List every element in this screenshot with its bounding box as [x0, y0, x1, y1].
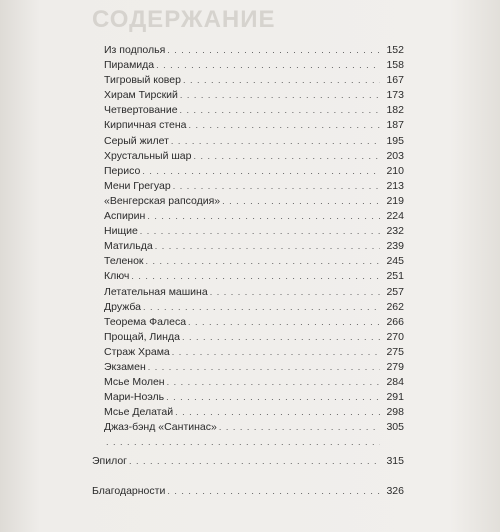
- toc-entry-title: Перисо: [104, 164, 141, 177]
- toc-entry: [104, 269, 404, 284]
- toc-entry-title: Страж Храма: [104, 345, 170, 358]
- toc-entry-page: 158: [386, 59, 404, 72]
- toc-entry-title: Мсье Делатай: [104, 406, 174, 419]
- toc-entry: [104, 330, 404, 345]
- toc-epilogue: [92, 454, 404, 469]
- toc-entry-page: 232: [386, 225, 404, 238]
- toc-entry-title: Теорема Фалеса: [104, 315, 187, 328]
- toc-leader-dots: [219, 420, 380, 435]
- toc-entry-page: 224: [386, 210, 404, 223]
- toc-entry: [104, 103, 404, 118]
- toc-entry-page: 195: [386, 134, 404, 147]
- toc-entry: [104, 88, 404, 103]
- toc-leader-dots: [189, 118, 380, 133]
- toc-entry-page: 315: [386, 455, 404, 467]
- toc-leader-dots: [147, 209, 380, 224]
- toc-entry: [104, 43, 404, 58]
- toc-entry-title: Тигровый ковер: [104, 74, 181, 87]
- toc-entry-page: 270: [386, 330, 404, 343]
- toc-entry-page: 279: [386, 360, 404, 373]
- toc-entry: [104, 194, 404, 209]
- toc-entry-page: 182: [386, 104, 404, 117]
- toc-leader-dots: [156, 58, 380, 73]
- toc-leader-dots: [183, 73, 380, 88]
- toc-leader-dots: [140, 224, 380, 239]
- toc-entry-title: Серый жилет: [104, 134, 169, 147]
- toc-entry: [104, 73, 404, 88]
- toc-leader-dots: [210, 285, 380, 300]
- toc-leader-dots: [173, 179, 380, 194]
- toc-list: [104, 43, 404, 451]
- toc-leader-dots: [166, 390, 380, 405]
- toc-leader-dots: [180, 88, 380, 103]
- toc-entry-page: 173: [386, 89, 404, 102]
- toc-entry-title: Мари-Ноэль: [104, 391, 165, 404]
- toc-leader-dots: [131, 269, 380, 284]
- toc-leader-dots: [175, 405, 380, 420]
- toc-entry-page: 239: [386, 240, 404, 253]
- toc-acknowledgements: [92, 484, 404, 499]
- toc-entry-page: 187: [386, 119, 404, 132]
- toc-entry-title: Мсье Молен: [104, 376, 165, 389]
- toc-leader-dots: [182, 330, 380, 345]
- toc-entry: [104, 300, 404, 315]
- toc-entry: [104, 345, 404, 360]
- toc-entry-page: 305: [386, 421, 404, 434]
- toc-entry-title: Из подполья: [104, 44, 166, 56]
- toc-entry-page: 298: [386, 406, 404, 419]
- toc-leader-dots: [167, 375, 380, 390]
- toc-entry-title: «Венгерская рапсодия»: [104, 194, 221, 207]
- toc-entry-title: Прощай, Линда: [104, 330, 180, 343]
- toc-leader-dots: [155, 239, 380, 254]
- toc-leader-dots: [193, 149, 380, 164]
- toc-entry-title: Экзамен: [104, 360, 146, 373]
- toc-entry-page: 167: [386, 74, 404, 87]
- toc-entry: [104, 315, 404, 330]
- toc-entry-title: Хирам Тирский: [104, 89, 178, 102]
- toc-entry: [104, 179, 404, 194]
- toc-leader-dots: [146, 254, 380, 269]
- toc-entry: [104, 209, 404, 224]
- toc-entry-title: Хрустальный шар: [104, 149, 192, 162]
- toc-entry: [104, 118, 404, 133]
- toc-entry: [104, 435, 404, 450]
- toc-entry: [104, 149, 404, 164]
- toc-leader-dots: [188, 315, 380, 330]
- toc-entry: [104, 285, 404, 300]
- toc-entry: [104, 375, 404, 390]
- toc-entry-title: Матильда: [104, 240, 153, 253]
- toc-entry-title: Нищие: [104, 225, 138, 238]
- toc-leader-dots: [172, 345, 380, 360]
- toc-leader-dots: [180, 103, 380, 118]
- toc-entry-page: 291: [386, 391, 404, 404]
- toc-entry-page: 326: [386, 485, 404, 497]
- toc-entry-title: Дружба: [104, 300, 141, 313]
- toc-entry: [104, 390, 404, 405]
- toc-entry-page: 203: [386, 149, 404, 162]
- toc-entry: [104, 254, 404, 269]
- toc-leader-dots: [167, 43, 380, 58]
- toc-leader-dots: [167, 484, 380, 499]
- toc-entry-title: Мени Грегуар: [104, 179, 171, 192]
- toc-entry-title: Четвертование: [104, 104, 178, 117]
- toc-entry: [104, 134, 404, 149]
- toc-leader-dots: [222, 194, 380, 209]
- toc-entry-title: Летательная машина: [104, 285, 208, 298]
- toc-entry-page: 284: [386, 376, 404, 389]
- toc-entry-page: 219: [386, 194, 404, 207]
- page-heading: СОДЕРЖАНИЕ: [92, 6, 276, 33]
- toc-entry-title: Аспирин: [104, 210, 146, 223]
- toc-entry: [104, 360, 404, 375]
- toc-entry-title: Благодарности: [92, 485, 166, 497]
- toc-entry-title: Кирпичная стена: [104, 119, 187, 132]
- toc-entry-page: 251: [386, 270, 404, 283]
- toc-entry-title: Ключ: [104, 270, 130, 283]
- toc-entry: [92, 484, 404, 499]
- toc-entry: [104, 164, 404, 179]
- toc-entry-page: 262: [386, 300, 404, 313]
- toc-leader-dots: [143, 300, 380, 315]
- toc-entry-title: Пирамида: [104, 59, 155, 72]
- toc-leader-dots: [148, 360, 380, 375]
- toc-entry-page: 266: [386, 315, 404, 328]
- toc-entry: [92, 454, 404, 469]
- toc-entry: [104, 58, 404, 73]
- toc-entry-title: Теленок: [104, 255, 144, 268]
- toc-leader-dots: [142, 164, 380, 179]
- toc-entry: [104, 405, 404, 420]
- toc-leader-dots: [106, 435, 380, 450]
- toc-entry-page: 257: [386, 285, 404, 298]
- toc-entry-title: Джаз-бэнд «Сантинас»: [104, 421, 217, 434]
- toc-entry-page: 210: [386, 164, 404, 177]
- toc-entry: [104, 239, 404, 254]
- toc-entry-page: 275: [386, 345, 404, 358]
- toc-entry-page: 245: [386, 255, 404, 268]
- toc-leader-dots: [171, 134, 380, 149]
- toc-entry-page: 213: [386, 179, 404, 192]
- toc-entry-title: Эпилог: [92, 455, 128, 467]
- toc-entry-page: 152: [386, 44, 404, 56]
- toc-leader-dots: [129, 454, 380, 469]
- toc-entry: [104, 224, 404, 239]
- toc-entry: [104, 420, 404, 435]
